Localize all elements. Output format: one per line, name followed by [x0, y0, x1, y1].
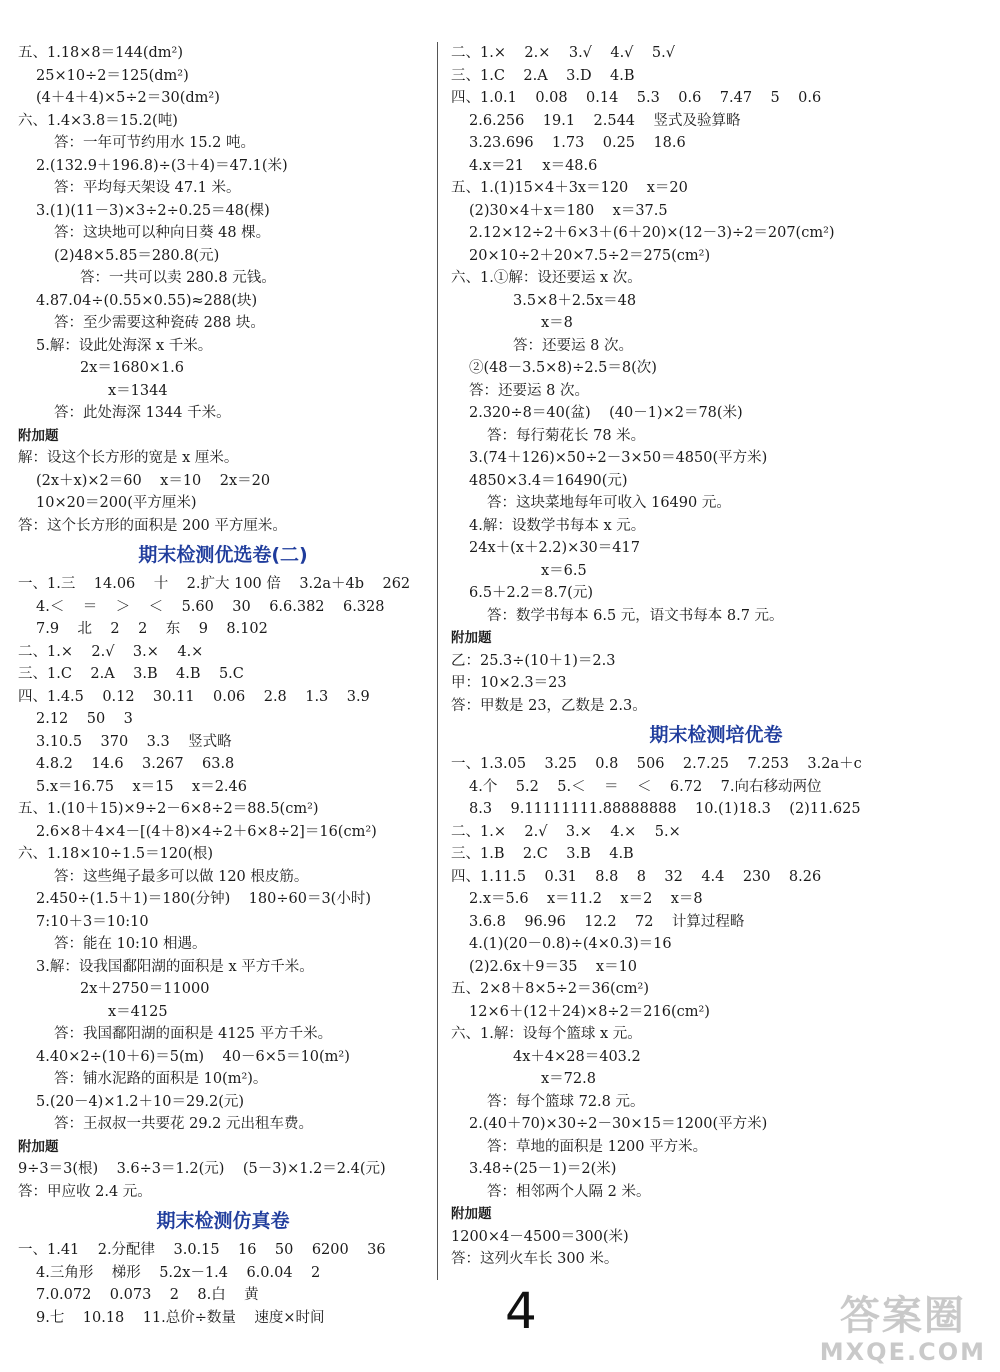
answer-line: 六、1.解：设每个篮球 x 元。	[451, 1026, 642, 1042]
answer-line: 三、1.B 2.C 3.B 4.B	[451, 846, 634, 862]
answer-line: 5.解：设此处海深 x 千米。	[36, 337, 213, 354]
answer-line: 答：我国鄱阳湖的面积是 4125 平方千米。	[54, 1026, 333, 1042]
bonus-label: 附加题	[18, 1138, 59, 1155]
answer-line: 4.x＝21 x＝48.6	[469, 157, 598, 174]
answer-line: 六、1.4×3.8＝15.2(吨)	[18, 112, 178, 129]
answer-line: 答：一共可以卖 280.8 元钱。	[80, 270, 276, 286]
answer-line: 5.x＝16.75 x＝15 x＝2.46	[36, 778, 247, 795]
answer-line: 2.(40＋70)×30÷2－30×15＝1200(平方米)	[469, 1116, 768, 1132]
watermark-logo	[820, 1294, 986, 1366]
answer-line: 4.三角形 梯形 5.2x－1.4 6.0.04 2	[36, 1264, 321, 1281]
answer-line: 4x＋4×28＝403.2	[513, 1048, 641, 1065]
answer-line: 6.5＋2.2＝8.7(元)	[469, 585, 593, 601]
answer-line: 3.23.696 1.73 0.25 18.6	[469, 135, 686, 151]
answer-line: 2x＝1680×1.6	[80, 360, 185, 376]
answer-line: 答：平均每天架设 47.1 米。	[54, 180, 241, 196]
answer-line: 1200×4－4500＝300(米)	[451, 1228, 629, 1245]
answer-line: 4.＜ ＝ ＞ ＜ 5.60 30 6.6.382 6.328	[36, 598, 385, 615]
answer-line: 24x＋(x＋2.2)×30＝417	[469, 540, 640, 556]
answer-line: 4.87.04÷(0.55×0.55)≈288(块)	[36, 292, 258, 309]
answer-line: (4＋4＋4)×5÷2＝30(dm²)	[36, 90, 220, 106]
answer-line: 答：铺水泥路的面积是 10(m²)。	[54, 1071, 268, 1087]
answer-line: 答：这块菜地每年可收入 16490 元。	[487, 495, 731, 511]
answer-line: 8.3 9.11111111.88888888 10.(1)18.3 (2)11.625	[469, 801, 861, 817]
answer-line: 三、1.C 2.A 3.D 4.B	[451, 67, 635, 84]
answer-line: 答：一年可节约用水 15.2 吨。	[54, 135, 256, 151]
answer-line: 4850×3.4＝16490(元)	[469, 472, 628, 489]
answer-line: 2.(132.9＋196.8)÷(3＋4)＝47.1(米)	[36, 157, 288, 174]
answer-line: 二、1.× 2.√ 3.× 4.× 5.×	[451, 823, 681, 840]
answer-line: 答：王叔叔一共要花 29.2 元出租车费。	[54, 1116, 314, 1132]
answer-line: 答：草地的面积是 1200 平方米。	[487, 1138, 708, 1155]
answer-line: (2)2.6x＋9＝35 x＝10	[469, 958, 638, 975]
column-divider	[437, 42, 438, 1280]
answer-line: 答：甲数是 23，乙数是 2.3。	[451, 697, 647, 714]
answer-line: 3.(1)(11－3)×3÷2÷0.25＝48(棵)	[36, 202, 270, 219]
answer-line: 二、1.× 2.× 3.√ 4.√ 5.√	[451, 45, 675, 61]
watermark-line2: MXQE.COM	[819, 1338, 986, 1366]
answer-line: 10×20＝200(平方厘米)	[36, 495, 197, 511]
answer-line: 答：这些绳子最多可以做 120 根皮筋。	[54, 868, 309, 885]
answer-line: 答：这列火车长 300 米。	[451, 1251, 619, 1267]
answer-line: 四、1.11.5 0.31 8.8 8 32 4.4 230 8.26	[451, 868, 822, 885]
section-heading: 期末检测培优卷	[649, 724, 783, 746]
answer-line: 2.6×8＋4×4－[(4＋8)×4÷2＋6×8÷2]＝16(cm²)	[36, 823, 377, 840]
answer-line: (2)30×4＋x＝180 x＝37.5	[469, 202, 668, 219]
answer-line: 7.0.072 0.073 2 8.白 黄	[36, 1287, 259, 1303]
answer-line: 9÷3＝3(根) 3.6÷3＝1.2(元) (5－3)×1.2＝2.4(元)	[18, 1161, 386, 1177]
answer-line: 20×10÷2＋20×7.5÷2＝275(cm²)	[469, 247, 711, 264]
answer-line: 2.12×12÷2＋6×3＋(6＋20)×(12－3)÷2＝207(cm²)	[469, 225, 835, 241]
answer-line: 4.个 5.2 5.＜ ＝ ＜ 6.72 7.向右移动两位	[469, 778, 822, 795]
answer-line: 乙：25.3÷(10＋1)＝2.3	[451, 652, 616, 669]
answer-line: 五、1.(1)15×4＋3x＝120 x＝20	[451, 180, 688, 196]
answer-line: 12×6＋(12＋24)×8÷2＝216(cm²)	[469, 1003, 710, 1020]
answer-line: 一、1.3.05 3.25 0.8 506 2.7.25 7.253 3.2a＋c	[451, 756, 862, 772]
answer-line: x＝1344	[108, 382, 168, 399]
answer-line: x＝6.5	[541, 562, 587, 579]
answer-line: 答：至少需要这种瓷砖 288 块。	[54, 315, 265, 331]
answer-line: 2.320÷8＝40(盆) (40－1)×2＝78(米)	[469, 405, 743, 421]
answer-line: 3.48÷(25－1)＝2(米)	[469, 1161, 617, 1177]
answer-line: 5.(20－4)×1.2＋10＝29.2(元)	[36, 1093, 245, 1110]
answer-line: 五、2×8＋8×5÷2＝36(cm²)	[451, 981, 650, 997]
answer-line: 答：这个长方形的面积是 200 平方厘米。	[18, 517, 287, 534]
answer-line: 一、1.三 14.06 十 2.扩大 100 倍 3.2a＋4b 262	[18, 576, 411, 592]
answer-line: 六、1.①解：设还要运 x 次。	[451, 270, 642, 286]
answer-line: 解：设这个长方形的宽是 x 厘米。	[18, 450, 239, 466]
answer-line: 2.6.256 19.1 2.544 竖式及验算略	[469, 112, 741, 129]
answer-line: x＝72.8	[541, 1071, 596, 1087]
answer-line: 五、1.(10＋15)×9÷2－6×8÷2＝88.5(cm²)	[18, 801, 319, 817]
answer-line: 答：这块地可以种向日葵 48 棵。	[54, 225, 271, 241]
answer-line: 四、1.4.5 0.12 30.11 0.06 2.8 1.3 3.9	[18, 688, 370, 705]
answer-line: 二、1.× 2.√ 3.× 4.×	[18, 643, 204, 660]
answer-line: 4.8.2 14.6 3.267 63.8	[36, 756, 235, 772]
answer-line: 2.x＝5.6 x＝11.2 x＝2 x＝8	[469, 891, 703, 907]
answer-line: 3.6.8 96.96 12.2 72 计算过程略	[469, 913, 745, 930]
answer-line: 答：每行菊花长 78 米。	[487, 427, 646, 444]
answer-line: 3.5×8＋2.5x＝48	[513, 292, 637, 309]
answer-line: 五、1.18×8＝144(dm²)	[18, 45, 183, 61]
section-heading: 期末检测优选卷(二)	[138, 544, 308, 566]
answer-line: 答：数学书每本 6.5 元，语文书每本 8.7 元。	[487, 607, 784, 624]
answer-line: 一、1.41 2.分配律 3.0.15 16 50 6200 36	[18, 1242, 386, 1258]
answer-line: 3.10.5 370 3.3 竖式略	[36, 733, 232, 750]
answer-line: x＝4125	[108, 1003, 168, 1020]
bonus-label: 附加题	[451, 630, 492, 646]
answer-line: 甲：10×2.3＝23	[451, 675, 567, 691]
answer-line: 六、1.18×10÷1.5＝120(根)	[18, 846, 214, 862]
answer-line: 2x＋2750＝11000	[80, 981, 210, 997]
answer-line: 4.40×2÷(10＋6)＝5(m) 40－6×5＝10(m²)	[36, 1048, 350, 1065]
answer-line: 7.9 北 2 2 东 9 8.102	[36, 621, 268, 637]
watermark-line1: 答案圈	[839, 1293, 966, 1339]
answer-line: 答：甲应收 2.4 元。	[18, 1183, 152, 1200]
page-number: 4	[505, 1282, 537, 1340]
right-column	[451, 42, 981, 1271]
answer-line: 四、1.0.1 0.08 0.14 5.3 0.6 7.47 5 0.6	[451, 90, 822, 106]
answer-line: 9.七 10.18 11.总价÷数量 速度×时间	[36, 1309, 325, 1326]
answer-line: 2.12 50 3	[36, 711, 133, 727]
answer-line: 4.(1)(20－0.8)÷(4×0.3)＝16	[469, 936, 672, 952]
answer-line: 7:10＋3＝10:10	[36, 913, 149, 930]
answer-line: 3.(74＋126)×50÷2－3×50＝4850(平方米)	[469, 450, 768, 466]
answer-line: (2)48×5.85＝280.8(元)	[54, 247, 220, 264]
left-column	[18, 42, 428, 1329]
answer-line: 答：能在 10:10 相遇。	[54, 936, 207, 952]
answer-line: x＝8	[541, 315, 573, 331]
answer-line: 答：此处海深 1344 千米。	[54, 405, 231, 421]
answer-line: 答：还要运 8 次。	[513, 337, 633, 354]
answer-line: 答：相邻两个人隔 2 米。	[487, 1183, 651, 1200]
answer-line: 三、1.C 2.A 3.B 4.B 5.C	[18, 666, 244, 682]
answer-line: 2.450÷(1.5＋1)＝180(分钟) 180÷60＝3(小时)	[36, 891, 372, 907]
answer-line: 3.解：设我国鄱阳湖的面积是 x 平方千米。	[36, 958, 314, 975]
answer-line: 25×10÷2＝125(dm²)	[36, 67, 189, 84]
answer-line: 4.解：设数学书每本 x 元。	[469, 517, 646, 534]
answer-line: ②(48－3.5×8)÷2.5＝8(次)	[469, 360, 657, 376]
answer-line: (2x＋x)×2＝60 x＝10 2x＝20	[36, 472, 271, 489]
answer-line: 答：每个篮球 72.8 元。	[487, 1093, 645, 1110]
bonus-label: 附加题	[18, 427, 59, 444]
answer-line: 答：还要运 8 次。	[469, 382, 589, 399]
section-heading: 期末检测仿真卷	[156, 1210, 290, 1232]
bonus-label: 附加题	[451, 1206, 492, 1222]
